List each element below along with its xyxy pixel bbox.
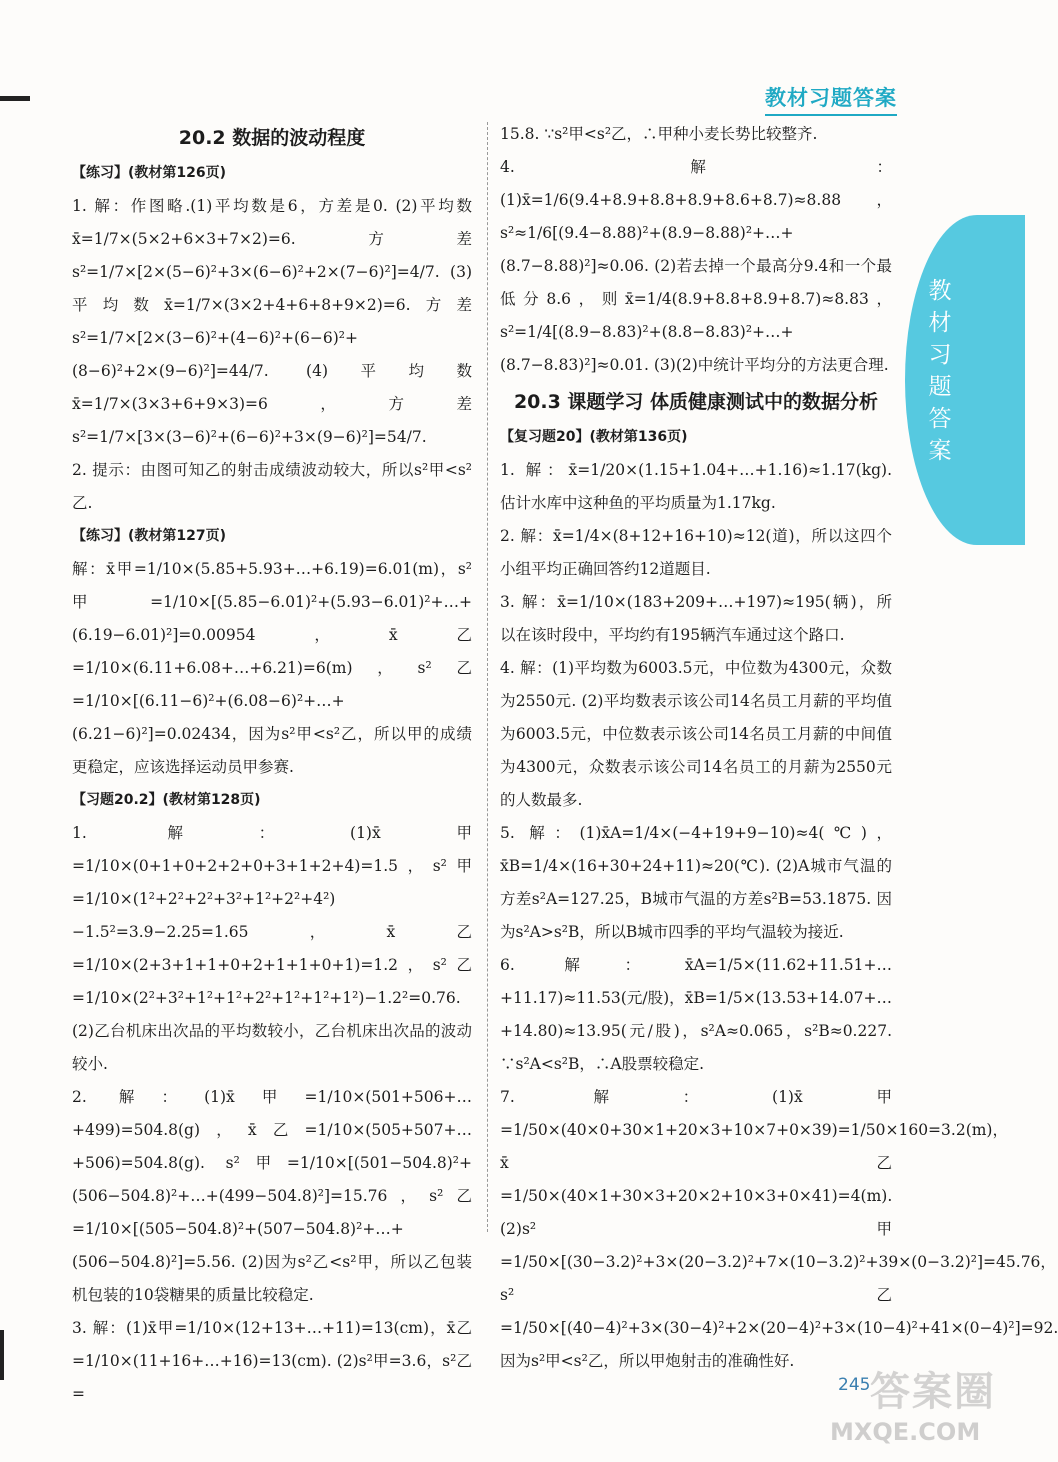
answer-item: 2. 解：(1)x̄甲=1/10×(501+506+…+499)=504.8(g)，x̄乙=1/10×(505+507+…+506)=504.8(g). s²甲=1/10×[(501−504.8)²+(506−504.8)²+…+(499−504.8)²]=15.76，s²乙=1/10×[(505−504.8)²+(507−504.8)²+…+(506−504.8)²]=5.56. (2)因为s²乙<s²甲，所以乙包装机包装的10袋糖果的质量比较稳定. <box>72 1088 472 1304</box>
watermark-logo: 答案圈 <box>870 1369 996 1415</box>
answer-item: 1. 解：x̄=1/20×(1.15+1.04+…+1.16)≈1.17(kg). 估计水库中这种鱼的平均质量为1.17kg. <box>500 461 892 512</box>
answer-item: 1. 解：(1)x̄甲=1/10×(0+1+0+2+2+0+3+1+2+4)=1.5，s²甲=1/10×(1²+2²+2²+3²+1²+2²+4²)−1.5²=3.9−2.25=1.65，x̄乙=1/10×(2+3+1+1+0+2+1+1+0+1)=1.2，s²乙=1/10×(2²+3²+1²+1²+2²+1²+1²+1²)−1.2²=0.76. (2)乙台机床出次品的平均数较小，乙台机床出次品的波动较小. <box>72 824 472 1073</box>
answer-item: 1. 解：作图略.(1)平均数是6，方差是0. (2)平均数x̄=1/7×(5×2+6×3+7×2)=6.方差s²=1/7×[2×(5−6)²+3×(6−6)²+2×(7−6)²]=4/7. (3)平均数x̄=1/7×(3×2+4+6+8+9×2)=6.方差s²=1/7×[2×(3−6)²+(4−6)²+(6−6)²+(8−6)²+2×(9−6)²]=44/7. (4)平均数x̄=1/7×(3×3+6+9×3)=6，方差s²=1/7×[3×(3−6)²+(6−6)²+3×(9−6)²]=54/7. <box>72 197 472 446</box>
answer-item: 4. 解：(1)平均数为6003.5元，中位数为4300元，众数为2550元. (2)平均数表示该公司14名员工月薪的平均值为6003.5元，中位数表示该公司14名员工月薪的中间值为4300元，众数表示该公司14名员工的月薪为2550元的人数最多. <box>500 659 892 809</box>
practice-tag-127: 【练习】(教材第127页) <box>72 528 227 544</box>
answer-item: 2. 提示：由图可知乙的射击成绩波动较大，所以s²甲<s²乙. <box>72 461 472 512</box>
answer-item-continued: 15.8. ∵s²甲<s²乙，∴甲种小麦长势比较整齐. <box>500 125 818 143</box>
answer-item: 2. 解：x̄=1/4×(8+12+16+10)≈12(道)，所以这四个小组平均正确回答约12道题目. <box>500 527 892 578</box>
binding-mark-top <box>0 96 30 101</box>
section-title-20-2: 20.2 数据的波动程度 <box>178 127 366 149</box>
binding-mark-bottom <box>0 1330 4 1380</box>
column-divider <box>487 122 488 1232</box>
answer-item: 5. 解：(1)x̄A=1/4×(−4+19+9−10)≈4(℃)，x̄B=1/4×(16+30+24+11)≈20(℃). (2)A城市气温的方差s²A=127.25，B城市气温的方差s²B=53.1875. 因为s²A>s²B，所以B城市四季的平均气温较为接近. <box>500 824 892 941</box>
section-title-20-3: 20.3 课题学习 体质健康测试中的数据分析 <box>513 391 879 413</box>
answer-item: 3. 解：x̄=1/10×(183+209+…+197)≈195(辆)，所以在该时段中，平均约有195辆汽车通过这个路口. <box>500 593 892 644</box>
exercise-tag-128: 【习题20.2】(教材第128页) <box>72 792 261 808</box>
left-column <box>72 118 472 1411</box>
practice-tag-126: 【练习】(教材第126页) <box>72 165 227 181</box>
side-tab <box>905 215 1025 545</box>
review-tag-136: 【复习题20】(教材第136页) <box>500 429 688 445</box>
watermark-url: MXQE.COM <box>830 1418 981 1446</box>
answer-item: 4. 解：(1)x̄=1/6(9.4+8.9+8.8+8.9+8.6+8.7)≈8.88，s²≈1/6[(9.4−8.88)²+(8.9−8.88)²+…+(8.7−8.88)²]≈0.06. (2)若去掉一个最高分9.4和一个最低分8.6，则x̄=1/4(8.9+8.8+8.9+8.7)≈8.83，s²=1/4[(8.9−8.83)²+(8.8−8.83)²+…+(8.7−8.83)²]≈0.01. (3)(2)中统计平均分的方法更合理. <box>500 158 892 374</box>
side-tab-text: 教材习题答案 <box>928 278 952 464</box>
page-number: 245 <box>838 1375 871 1395</box>
answer-item: 解：x̄甲=1/10×(5.85+5.93+…+6.19)=6.01(m)，s²甲=1/10×[(5.85−6.01)²+(5.93−6.01)²+…+(6.19−6.01)²]=0.00954，x̄乙=1/10×(6.11+6.08+…+6.21)=6(m)，s²乙=1/10×[(6.11−6)²+(6.08−6)²+…+(6.21−6)²]=0.02434，因为s²甲<s²乙，所以甲的成绩更稳定，应该选择运动员甲参赛. <box>72 560 472 776</box>
header-label: 教材习题答案 <box>765 82 897 116</box>
answer-item: 6. 解：x̄A=1/5×(11.62+11.51+…+11.17)≈11.53(元/股)，x̄B=1/5×(13.53+14.07+…+14.80)≈13.95(元/股)，s²A≈0.065，s²B≈0.227. ∵s²A<s²B，∴A股票较稳定. <box>500 956 892 1073</box>
answer-item: 7. 解：(1)x̄甲=1/50×(40×0+30×1+20×3+10×7+0×39)=1/50×160=3.2(m)，x̄乙=1/50×(40×1+30×3+20×2+10×3+0×41)=4(m). (2)s²甲=1/50×[(30−3.2)²+3×(20−3.2)²+7×(10−3.2)²+39×(0−3.2)²]=45.76，s²乙=1/50×[(40−4)²+3×(30−4)²+2×(20−4)²+3×(10−4)²+41×(0−4)²]=92. 因为s²甲<s²乙，所以甲炮射击的准确性好. <box>500 1088 1058 1370</box>
answer-item: 3. 解：(1)x̄甲=1/10×(12+13+…+11)=13(cm)，x̄乙=1/10×(11+16+…+16)=13(cm). (2)s²甲=3.6，s²乙= <box>72 1319 472 1403</box>
